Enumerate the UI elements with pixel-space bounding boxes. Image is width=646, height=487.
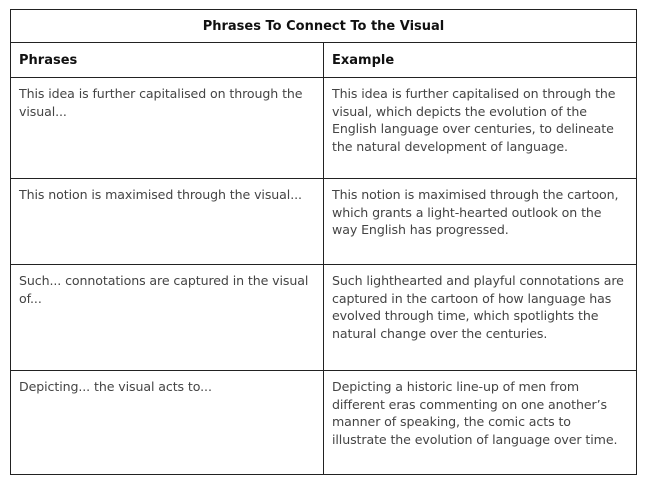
phrase-cell: This idea is further capitalised on through the visual... bbox=[11, 78, 324, 179]
phrases-table bbox=[10, 9, 637, 475]
phrase-cell: Such... connotations are captured in the visual of... bbox=[11, 265, 324, 371]
title-row bbox=[11, 10, 637, 43]
header-phrases: Phrases bbox=[11, 43, 324, 78]
table-row bbox=[11, 265, 637, 371]
example-cell: Depicting a historic line-up of men from different eras commenting on one another’s manner of speaking, the comic acts to illustrate the evolution of language over time. bbox=[324, 371, 637, 475]
example-cell: Such lighthearted and playful connotations are captured in the cartoon of how language has evolved through time, which spotlights the natural change over the centuries. bbox=[324, 265, 637, 371]
example-cell: This notion is maximised through the cartoon, which grants a light-hearted outlook on the way English has progressed. bbox=[324, 179, 637, 265]
header-example: Example bbox=[324, 43, 637, 78]
table-row bbox=[11, 371, 637, 475]
table-row bbox=[11, 179, 637, 265]
table-row bbox=[11, 78, 637, 179]
table-title: Phrases To Connect To the Visual bbox=[11, 10, 637, 43]
header-row bbox=[11, 43, 637, 78]
example-cell: This idea is further capitalised on through the visual, which depicts the evolution of the English language over centuries, to delineate the natural development of language. bbox=[324, 78, 637, 179]
phrase-cell: This notion is maximised through the visual... bbox=[11, 179, 324, 265]
phrase-cell: Depicting... the visual acts to... bbox=[11, 371, 324, 475]
